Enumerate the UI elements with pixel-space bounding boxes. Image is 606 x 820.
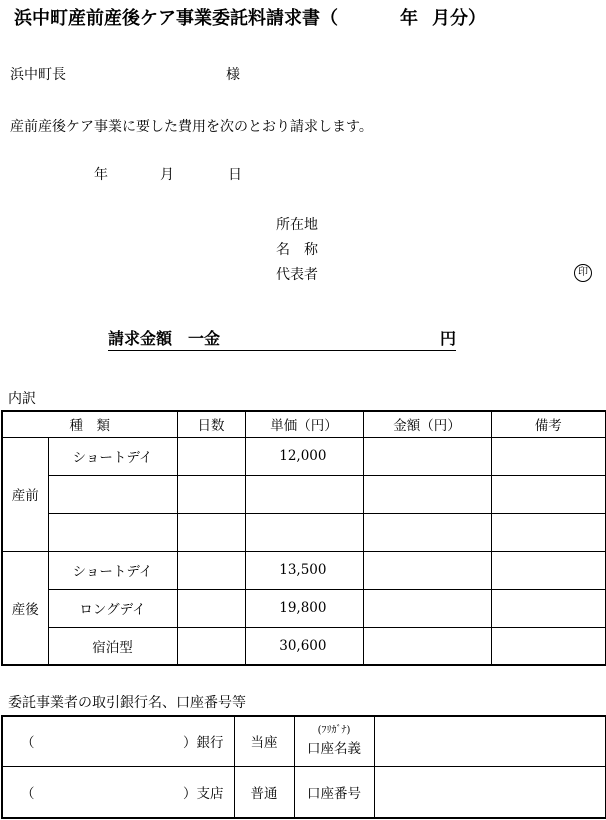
account-number-field[interactable] <box>374 766 606 818</box>
title-year: 年 <box>400 8 418 29</box>
bank-row <box>2 716 606 766</box>
row-price: 30,600 <box>245 627 363 665</box>
address-label: 所在地 <box>276 217 318 233</box>
row-remarks[interactable] <box>491 513 606 551</box>
account-name-label-cell <box>294 716 374 766</box>
account-type-current[interactable]: 当座 <box>234 716 294 766</box>
claim-amount-unit: 円 <box>439 329 456 348</box>
row-price: 12,000 <box>245 437 363 475</box>
addressee-honorific: 様 <box>226 67 240 83</box>
bank-caption: 委託事業者の取引銀行名、口座番号等 <box>8 695 246 711</box>
row-type: ロングデイ <box>48 589 177 627</box>
representative-label: 代表者 <box>276 267 318 283</box>
row-days[interactable] <box>177 513 245 551</box>
row-amount[interactable] <box>363 475 491 513</box>
claim-amount-line <box>108 326 456 351</box>
paren-open: （ <box>21 735 35 752</box>
branch-row <box>2 766 606 818</box>
addressee-name: 浜中町長 <box>10 67 66 83</box>
account-type-ordinary[interactable]: 普通 <box>234 766 294 818</box>
row-days[interactable] <box>177 627 245 665</box>
group-postnatal: 産後 <box>2 551 48 665</box>
date-year: 年 <box>94 167 108 183</box>
header-type: 種 類 <box>2 411 177 437</box>
row-price <box>245 475 363 513</box>
breakdown-table <box>1 410 606 666</box>
table-row <box>2 589 606 627</box>
row-remarks[interactable] <box>491 475 606 513</box>
row-remarks[interactable] <box>491 551 606 589</box>
document-title <box>14 4 486 30</box>
date-day: 日 <box>228 167 242 183</box>
header-amount: 金額（円） <box>363 411 491 437</box>
seal-mark: 印 <box>574 264 592 282</box>
row-days[interactable] <box>177 551 245 589</box>
row-days[interactable] <box>177 475 245 513</box>
account-name-field[interactable] <box>374 716 606 766</box>
claim-amount-label: 請求金額 一金 <box>108 329 221 348</box>
bank-name-field[interactable] <box>2 716 234 766</box>
table-row <box>2 551 606 589</box>
header-remarks: 備考 <box>491 411 606 437</box>
account-name-label: 口座名義 <box>307 741 361 758</box>
row-remarks[interactable] <box>491 437 606 475</box>
row-remarks[interactable] <box>491 589 606 627</box>
row-price: 13,500 <box>245 551 363 589</box>
table-row <box>2 627 606 665</box>
bank-table <box>1 715 606 819</box>
row-price <box>245 513 363 551</box>
bank-suffix: ）銀行 <box>183 735 224 752</box>
header-days: 日数 <box>177 411 245 437</box>
account-number-label: 口座番号 <box>294 766 374 818</box>
row-days[interactable] <box>177 589 245 627</box>
branch-name-field[interactable] <box>2 766 234 818</box>
row-days[interactable] <box>177 437 245 475</box>
table-row <box>2 475 606 513</box>
row-amount[interactable] <box>363 589 491 627</box>
furigana-label: (ﾌﾘｶﾞﾅ) <box>317 725 351 737</box>
table-header-row <box>2 411 606 437</box>
title-main: 浜中町産前産後ケア事業委託料請求書（ <box>14 8 338 29</box>
row-type: ショートデイ <box>48 437 177 475</box>
title-month: 月分） <box>432 8 486 29</box>
row-type: ショートデイ <box>48 551 177 589</box>
name-label: 名 称 <box>276 242 318 258</box>
table-row <box>2 513 606 551</box>
row-amount[interactable] <box>363 551 491 589</box>
row-type <box>48 513 177 551</box>
intro-text: 産前産後ケア事業に要した費用を次のとおり請求します。 <box>10 119 373 135</box>
row-type <box>48 475 177 513</box>
row-amount[interactable] <box>363 437 491 475</box>
breakdown-caption: 内訳 <box>8 391 36 407</box>
row-type: 宿泊型 <box>48 627 177 665</box>
header-unit-price: 単価（円） <box>245 411 363 437</box>
date-month: 月 <box>160 167 174 183</box>
table-row <box>2 437 606 475</box>
row-remarks[interactable] <box>491 627 606 665</box>
row-price: 19,800 <box>245 589 363 627</box>
row-amount[interactable] <box>363 513 491 551</box>
branch-suffix: ）支店 <box>183 785 224 802</box>
row-amount[interactable] <box>363 627 491 665</box>
paren-open: （ <box>21 785 35 802</box>
group-prenatal: 産前 <box>2 437 48 551</box>
